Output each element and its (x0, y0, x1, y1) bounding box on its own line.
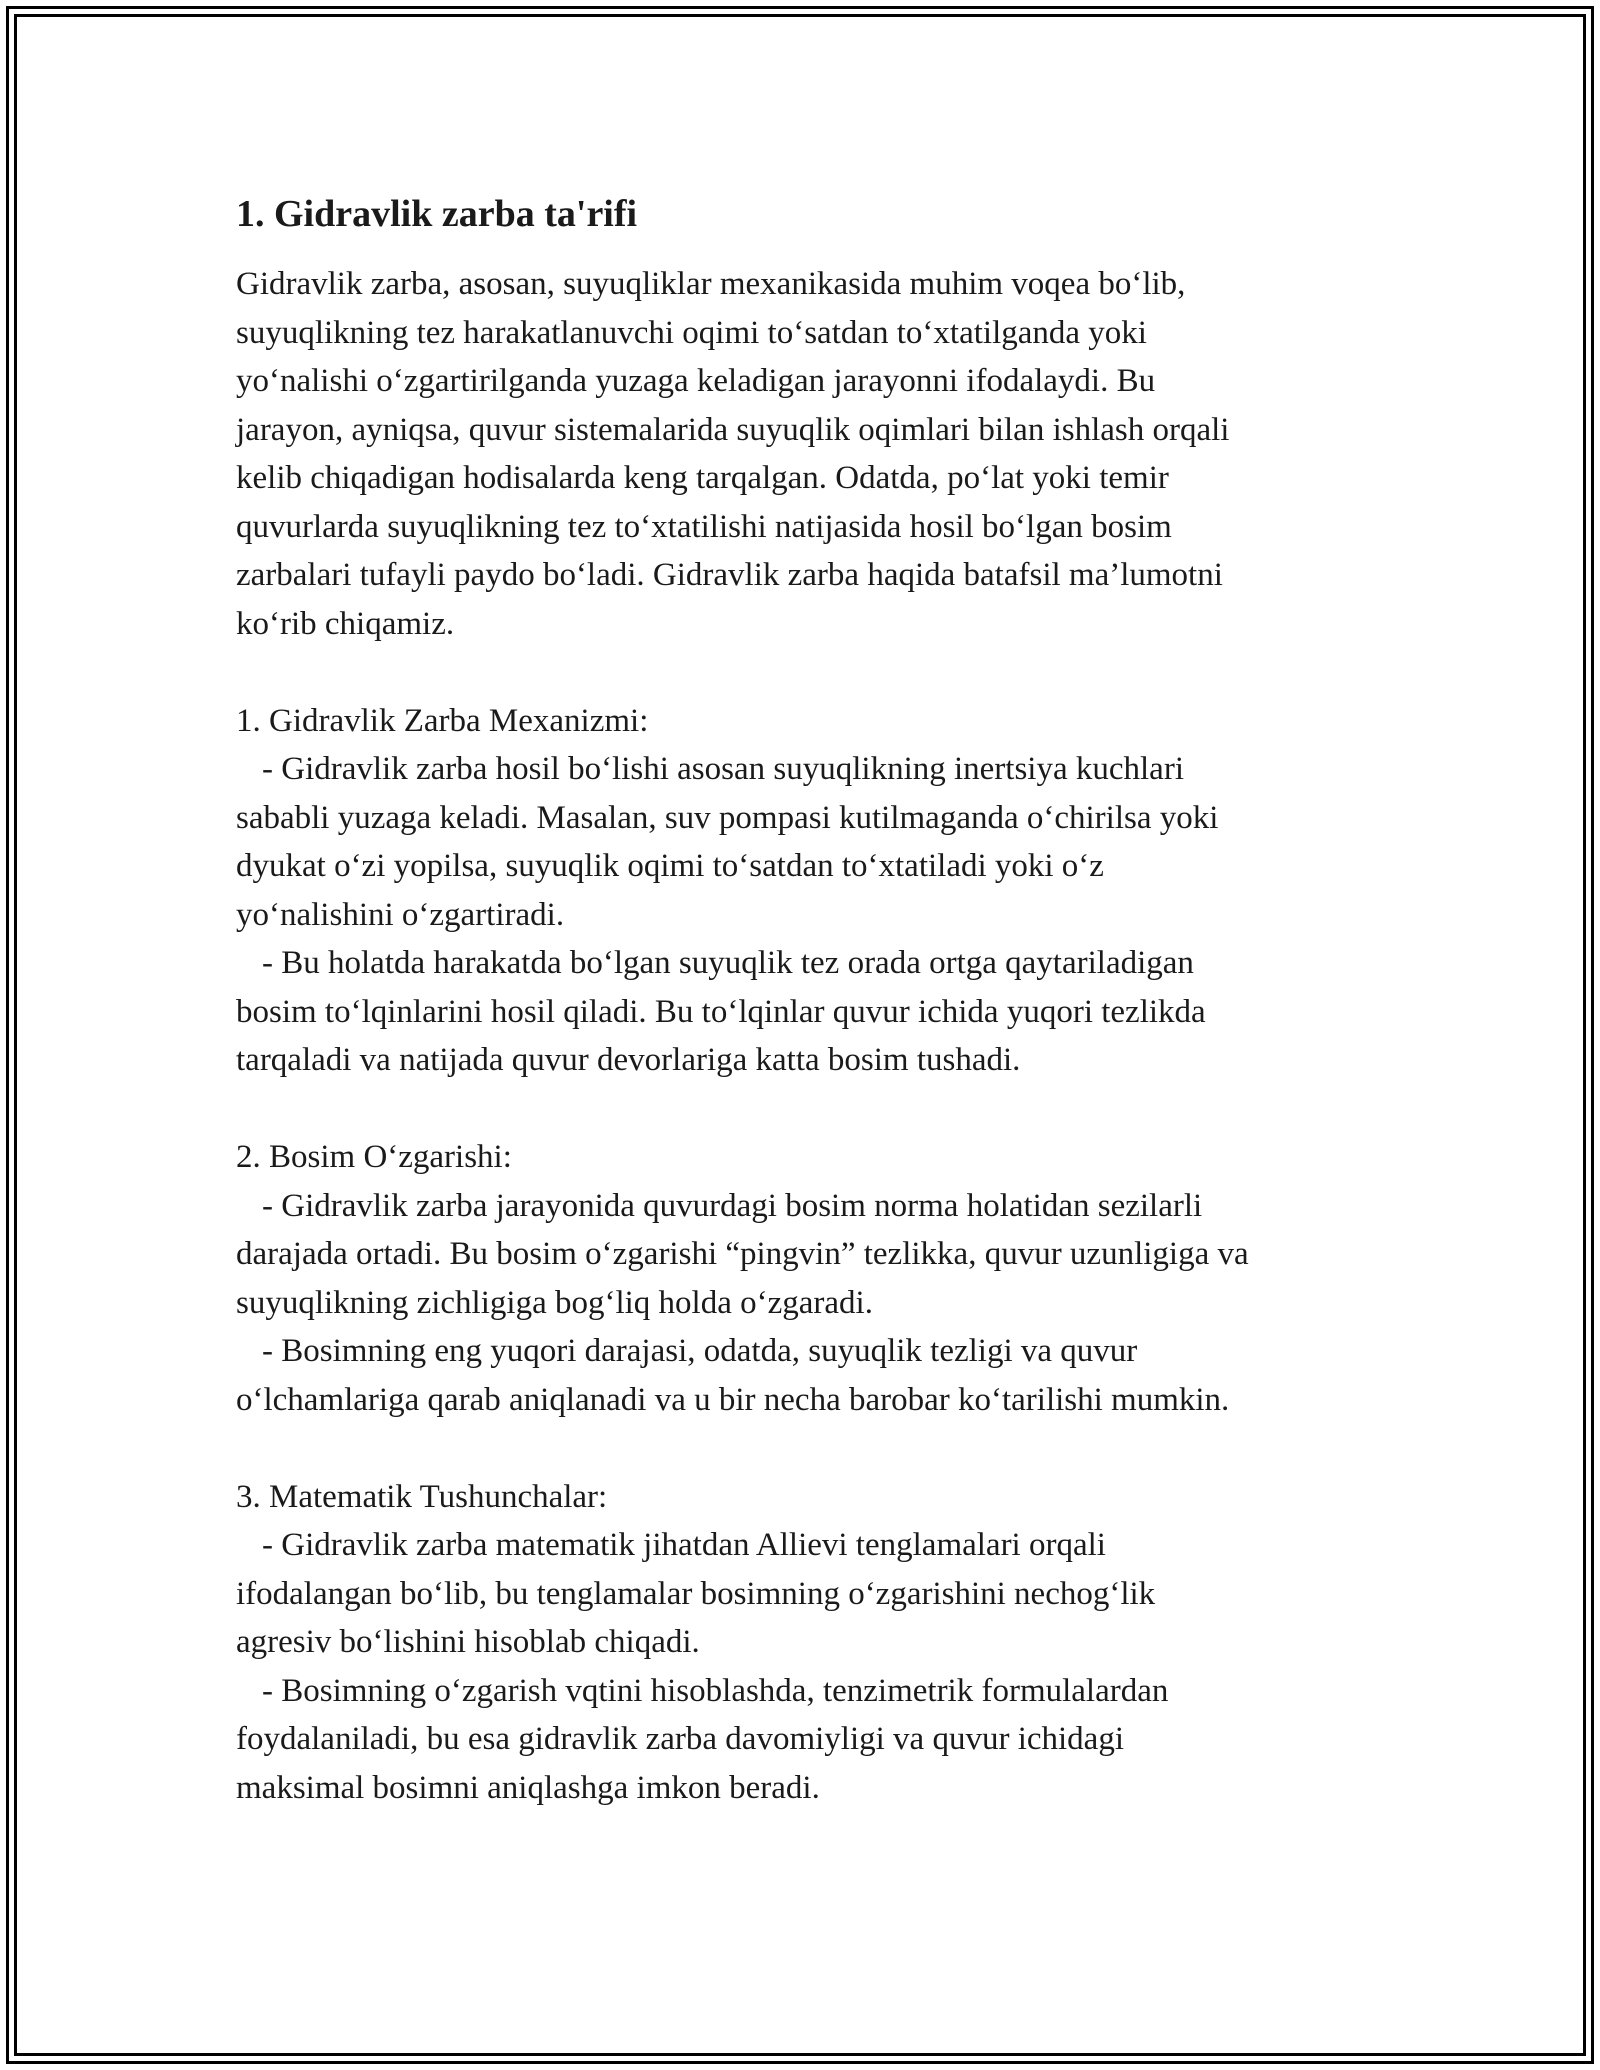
section-mechanism (236, 697, 1366, 1085)
section-math-concepts (236, 1473, 1366, 1813)
section-bullet: - Bosimning o‘zgarish vqtini hisoblashda, tenzimetrik formulalardan foydalaniladi, bu esa gidravlik zarba davomiyligi va quvur ichidagi maksimal bosimni aniqlashga imkon beradi. (236, 1672, 1169, 1806)
section-bullet: - Gidravlik zarba hosil bo‘lishi asosan suyuqlikning inertsiya kuchlari sababli yuzaga keladi. Masalan, suv pompasi kutilmaganda o‘chirilsa yoki dyukat o‘zi yopilsa, suyuqlik oqimi to‘satdan to‘xtatiladi yoki o‘z yo‘nalishini o‘zgartiradi. (236, 751, 1219, 933)
section-bullet: - Bosimning eng yuqori darajasi, odatda, suyuqlik tezligi va quvur o‘lchamlariga qarab aniqlanadi va u bir necha barobar ko‘tarilishi mumkin. (236, 1333, 1230, 1418)
document-body (236, 186, 1366, 1812)
section-bullet: - Bu holatda harakatda bo‘lgan suyuqlik tez orada ortga qaytariladigan bosim to‘lqinlarini hosil qiladi. Bu to‘lqinlar quvur ichida yuqori tezlikda tarqaladi va natijada quvur devorlariga katta bosim tushadi. (236, 945, 1206, 1078)
intro-paragraph: Gidravlik zarba, asosan, suyuqliklar mexanikasida muhim voqea bo‘lib, suyuqlikning tez harakatlanuvchi oqimi to‘satdan to‘xtatilganda yoki yo‘nalishi o‘zgartirilganda yuzaga keladigan jarayonni ifodalaydi. Bu jarayon, ayniqsa, quvur sistemalarida suyuqlik oqimlari bilan ishlash orqali kelib chiqadigan hodisalarda keng tarqalgan. Odatda, po‘lat yoki temir quvurlarda suyuqlikning tez to‘xtatilishi natijasida hosil bo‘lgan bosim zarbalari tufayli paydo bo‘ladi. Gidravlik zarba haqida batafsil ma’lumotni ko‘rib chiqamiz. (236, 266, 1230, 642)
section-title: 2. Bosim O‘zgarishi: (236, 1139, 512, 1175)
section-bullet: - Gidravlik zarba matematik jihatdan Allievi tenglamalari orqali ifodalangan bo‘lib, bu tenglamalar bosimning o‘zgarishini nechog‘lik agresiv bo‘lishini hisoblab chiqadi. (236, 1527, 1156, 1660)
section-title: 1. Gidravlik Zarba Mexanizmi: (236, 702, 649, 739)
document-heading: 1. Gidravlik zarba ta'rifi (236, 193, 638, 235)
section-pressure-change (236, 1133, 1366, 1424)
section-bullet: - Gidravlik zarba jarayonida quvurdagi bosim norma holatidan sezilarli darajada ortadi. Bu bosim o‘zgarishi “pingvin” tezlikka, quvur uzunligiga va suyuqlikning zichligiga bog‘liq holda o‘zgaradi. (236, 1187, 1249, 1321)
section-title: 3. Matematik Tushunchalar: (236, 1478, 608, 1515)
